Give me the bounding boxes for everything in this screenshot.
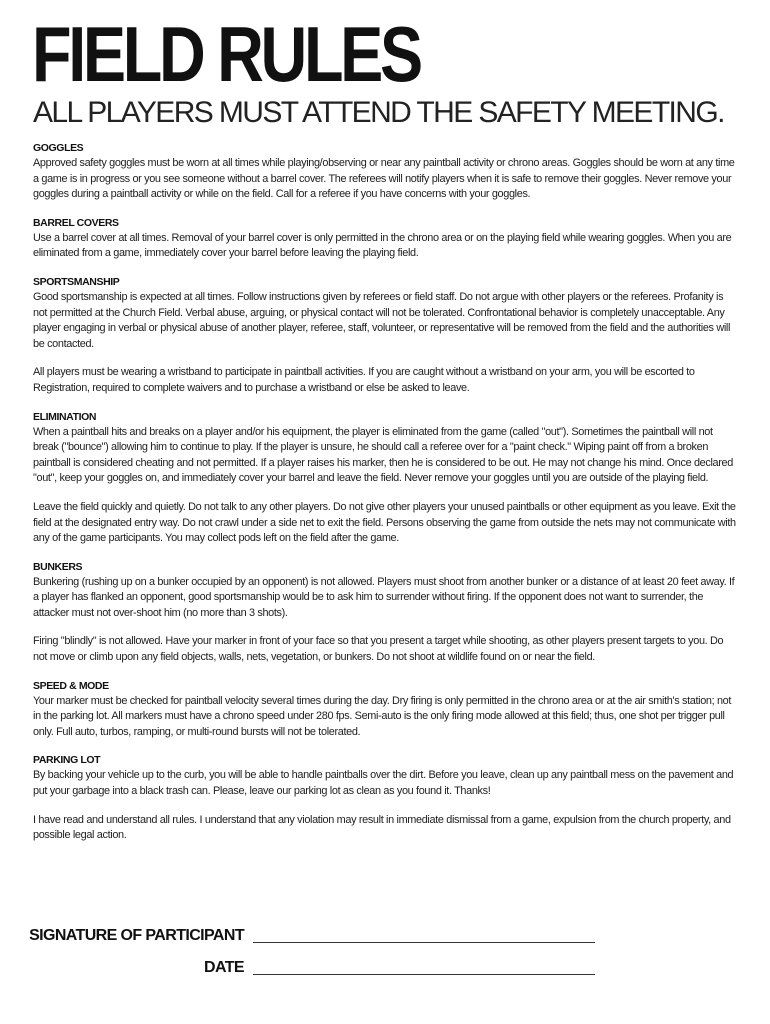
section-heading: BUNKERS	[33, 560, 83, 573]
section-elimination	[33, 410, 739, 547]
section-barrel-covers	[33, 216, 739, 262]
section-paragraph: All players must be wearing a wristband to participate in paintball activities. If you are caught without a wristband on your arm, you will be escorted to Registration, required to complete waivers and to purchase a wristband or else be asked to leave.	[33, 366, 695, 394]
section-paragraph: Leave the field quickly and quietly. Do not talk to any other players. Do not give other players your unused paintballs or other equipment as you leave. Exit the field at the designated entry way. Do not crawl under a side net to exit the field. Persons observing the game from outside the nets may not communicate with any of the game participants. You may collect pods left on the field after the game.	[33, 500, 736, 545]
section-heading: PARKING LOT	[33, 754, 101, 767]
section-paragraph: Bunkering (rushing up on a bunker occupied by an opponent) is not allowed. Players must shoot from another bunker or a distance of at least 20 feet away. If a player has flanked an opponent, good sportsmanship would be to ask him to surrender without firing. If the opponent does not want to surrender, the attacker must not over-shoot him (no more than 3 shots).	[33, 575, 735, 619]
signature-label: SIGNATURE OF PARTICIPANT	[29, 927, 244, 944]
section-bunkers	[33, 560, 739, 666]
section-paragraph: Your marker must be checked for paintball velocity several times during the day. Dry firing is only permitted in the chrono area or at the air smith's station; not in the parking lot. All markers must have a chrono speed under 280 fps. Semi-auto is the only firing mode allowed at this field; thus, one shot per trigger pull only. Full auto, turbos, ramping, or multi-round bursts will not be tolerated.	[33, 694, 732, 738]
section-sportsmanship	[33, 275, 739, 397]
date-row	[0, 958, 770, 982]
section-paragraph: Good sportsmanship is expected at all times. Follow instructions given by referees or field staff. Do not argue with other players or the referees. Profanity is not permitted at the Church Field. Verbal abuse, arguing, or physical contact will not be tolerated. Confrontational behavior is completely unacceptable. Any player engaging in verbal or physical abuse of another player, referee, staff, volunteer, or representative will be removed from the field and the authorities will be contacted.	[33, 290, 731, 350]
section-paragraph: By backing your vehicle up to the curb, you will be able to handle paintballs over the dirt. Before you leave, clean up any paintball mess on the pavement and put your garbage into a black trash can. Please, leave our parking lot as clean as you found it. Thanks!	[33, 769, 734, 798]
signature-line[interactable]	[253, 942, 595, 943]
date-label: DATE	[204, 959, 244, 976]
page-title: FIELD RULES	[32, 10, 420, 98]
date-line[interactable]	[253, 974, 595, 975]
section-goggles	[33, 141, 739, 203]
section-paragraph: When a paintball hits and breaks on a player and/or his equipment, the player is eliminated from the game (called "out"). Sometimes the paintball will not break ("bounce") allowing him to continue to play. If the player is unsure, he should call a referee over for a "paint check." Wiping paint off from a broken paintball is considered cheating and not permitted. If a player raises his marker, then he is considered to be out. He may not change his mind. Once declared "out", keep your goggles on, and immediately cover your barrel and leave the field. Never remove your goggles until you are outside of the playing field.	[33, 425, 733, 485]
section-heading: GOGGLES	[33, 142, 84, 154]
section-parking-lot	[33, 753, 739, 843]
section-paragraph: Approved safety goggles must be worn at all times while playing/observing or near any paintball activity or chrono areas. Goggles should be worn at any time a game is in progress or you see someone without a barrel cover. The referees will notify players when it is safe to remove their goggles. Never remove your goggles during a paintball activity or while on the field. Call for a referee if you have concerns with your goggles.	[33, 157, 735, 201]
section-heading: ELIMINATION	[33, 410, 97, 423]
section-paragraph: Firing "blindly" is not allowed. Have your marker in front of your face so that you present a target while shooting, as other players present targets to you. Do not move or climb upon any field objects, walls, nets, vegetation, or bunkers. Do not shoot at wildlife found on or near the field.	[33, 635, 724, 664]
acknowledgement-paragraph: I have read and understand all rules. I understand that any violation may result in immediate dismissal from a game, expulsion from the church property, and possible legal action.	[33, 813, 731, 842]
section-heading: SPORTSMANSHIP	[33, 275, 120, 288]
rules-content	[33, 141, 739, 854]
section-paragraph: Use a barrel cover at all times. Removal of your barrel cover is only permitted in the chrono area or on the playing field while wearing goggles. When you are eliminated from a game, immediately cover your barrel before leaving the playing field.	[33, 231, 732, 260]
section-heading: BARREL COVERS	[33, 216, 119, 229]
section-speed-mode	[33, 679, 739, 741]
signature-row	[0, 926, 770, 950]
page-subtitle: ALL PLAYERS MUST ATTEND THE SAFETY MEETING.	[33, 96, 724, 129]
section-heading: SPEED & MODE	[33, 679, 109, 692]
